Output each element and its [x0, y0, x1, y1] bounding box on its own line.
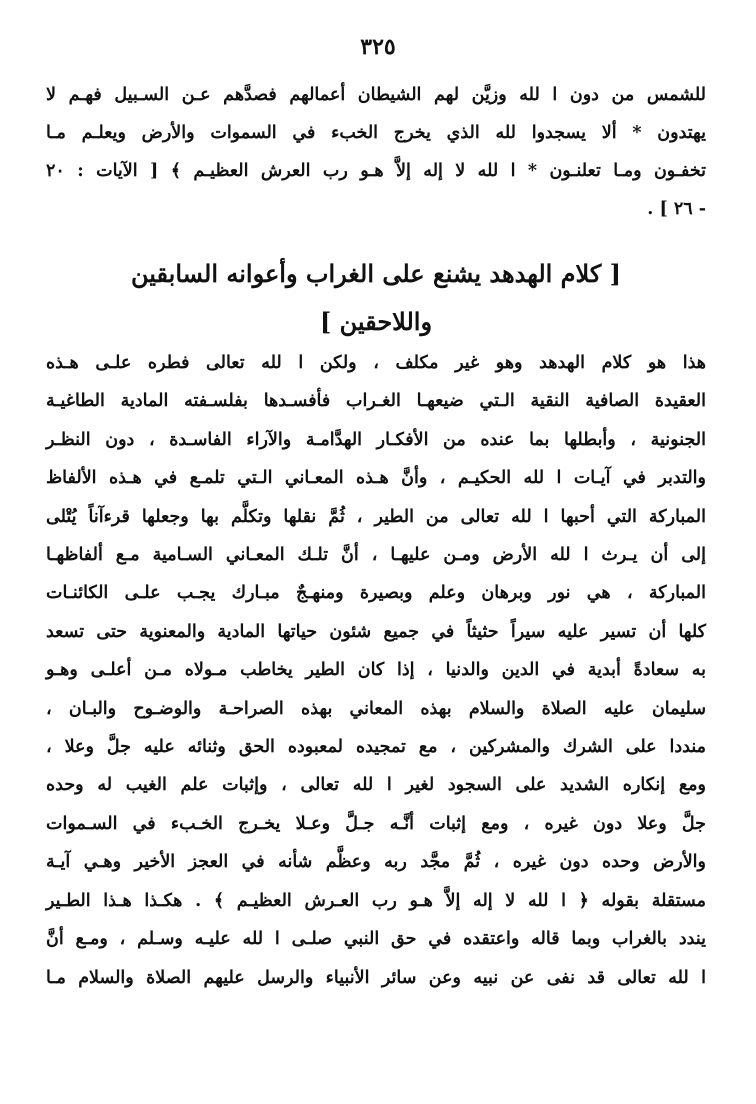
text-line: يندد بالغراب وبما قاله واعتقده في حق النبي صلـى ا لله عليـه وسـلم ، ومـع أنَّ	[46, 929, 706, 950]
heading-line: [ كلام الهدهد يشنع على الغراب وأعوانه السابقين	[130, 259, 621, 288]
text-line: به سعادةً أبدية في الدين والدنيا ، إذا كان الطير يخاطب مـولاه مـن أعلـى وهـو	[46, 660, 706, 681]
page-number: ٣٢٥	[360, 34, 396, 60]
heading-line: واللاحقين ]	[319, 307, 433, 336]
text-line: المباركة التي أحبها ا لله تعالى من الطير ، ثُمَّ نقلها وتكلَّم بها وجعلها قرءآناً يُتْلى	[46, 506, 706, 527]
text-line: هذا هو كلام الهدهد وهو غير مكلف ، ولكن ا لله تعالى فطره علـى هـذه	[46, 353, 706, 373]
text-line: كلها أن تسير عليه سيراً حثيثاً في جميع شئون حياتها المادية والمعنوية حتى تسعد	[46, 621, 706, 642]
text-line: المباركة ، هي نور وبرهان وعلم وبصيرة ومنهـجٌ مبـارك يجـب علـى الكائنـات	[46, 583, 706, 604]
text-line: جلَّ وعلا دون غيره ، ومع إثبات أنَّـه جـلَّ وعـلا يخـرج الخـبء في السـموات	[46, 813, 706, 834]
text-line: - ٢٦ ] .	[647, 199, 706, 219]
text-line: العقيدة الصافية النقية الـتي ضيعهـا الغـراب فأفسـدها بفلسـفته المادية الطاغيـة	[46, 391, 706, 412]
text-line: مستقلة بقوله ﴿ ا لله لا إله إلاَّ هـو رب العـرش العظيـم ﴾ . هكـذا هـذا الطـير	[46, 890, 706, 911]
quran-verse-passage	[46, 76, 706, 228]
text-line: والتدبر في آيـات ا لله الحكيـم ، وأنَّ هـذه المعـاني الـتي تلمـع في هـذه الألفاظ	[46, 468, 706, 489]
text-line: للشمس من دون ا لله وزيَّن لهم الشيطان أعمالهم فصدَّهم عـن السـبيل فهـم لا	[46, 85, 706, 105]
text-line: ا لله تعالى قد نفى عن نبيه وعن سائر الأنبياء والرسل عليهم الصلاة والسلام مـا	[46, 967, 706, 988]
body-paragraph	[46, 344, 706, 997]
text-line: الجنونية ، وأبطلها بما عنده من الأفكـار الهدَّامـة والآراء الفاسـدة ، دون النظـر	[46, 429, 706, 450]
text-line: منددا على الشرك والمشركين ، مع تمجيده لمعبوده الحق وثنائه عليه جلَّ وعلا ،	[46, 737, 706, 758]
text-line: والأرض وحده دون غيره ، ثُمَّ مجَّد ربه وعظَّم شأنه في العجز الأخير وهـي آيـة	[46, 852, 706, 873]
text-line: إلى أن يـرث ا لله الأرض ومـن عليهـا ، أنَّ تلـك المعـاني السـامية مـع ألفاظهـا	[46, 545, 706, 566]
text-line: ومع إنكاره الشديد على السجود لغير ا لله تعالى ، وإثبات علم الغيب له وحده	[46, 775, 706, 796]
text-line: سليمان عليه الصلاة والسلام بهذه المعاني بهذه الصراحـة والوضـوح والبـان ،	[46, 698, 706, 719]
text-line: يهتدون * ألا يسجدوا لله الذي يخرج الخبء في السموات والأرض ويعلـم مـا	[46, 123, 706, 143]
section-heading	[46, 250, 706, 346]
text-line: تخفـون ومـا تعلنـون * ا لله لا إله إلاَّ هـو رب العرش العظيـم ﴾ [ الآيات : ٢٠	[46, 161, 706, 181]
